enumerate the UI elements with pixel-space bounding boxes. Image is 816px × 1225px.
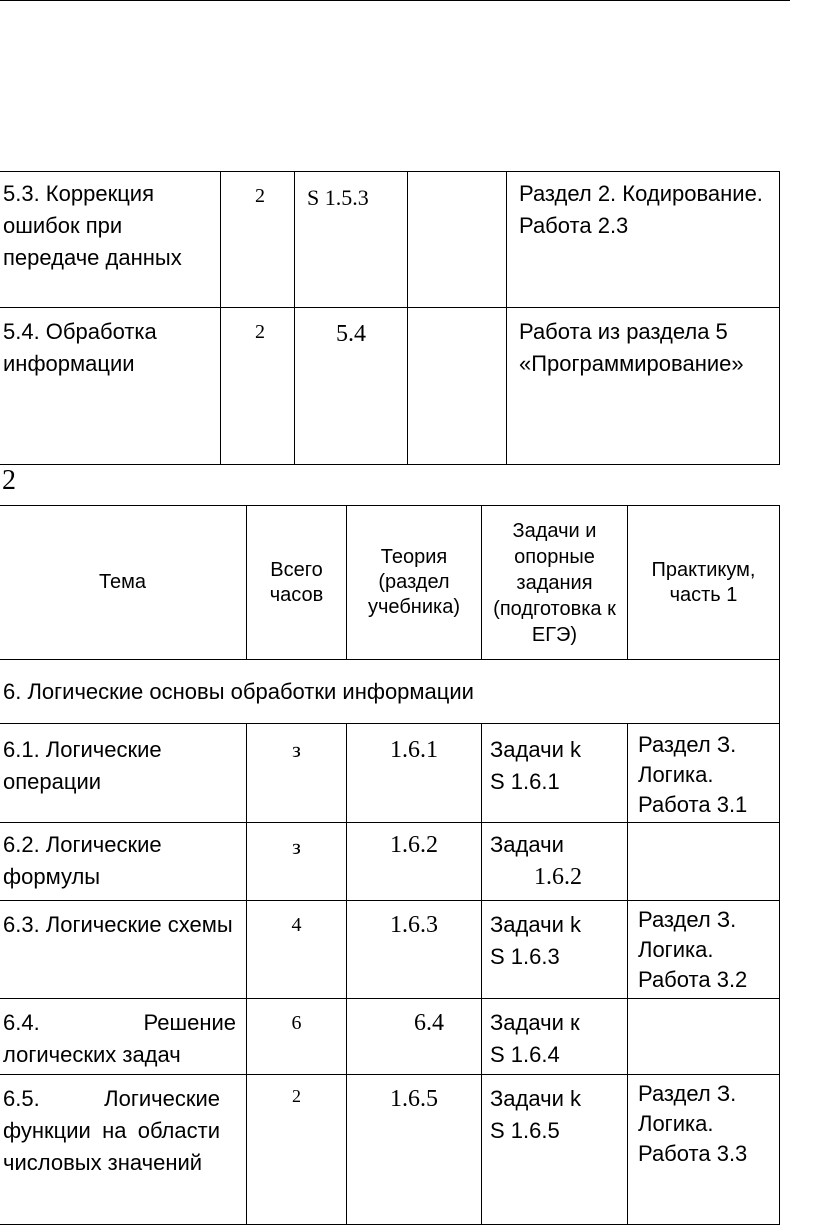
table-row bbox=[0, 172, 780, 308]
tasks-line: S 1.6.4 bbox=[490, 1042, 560, 1067]
table-header-row bbox=[0, 506, 780, 660]
tasks-line: S 1.6.3 bbox=[490, 944, 560, 969]
tasks-cell bbox=[408, 308, 507, 465]
practice-cell: Работа из раздела 5 «Программирование» bbox=[507, 308, 780, 465]
tasks-cell bbox=[482, 901, 628, 999]
table-row bbox=[0, 724, 780, 823]
theory-cell: 1.6.2 bbox=[347, 823, 482, 901]
topic-line: логических задач bbox=[3, 1042, 181, 1067]
practice-cell bbox=[628, 999, 780, 1075]
topic-cell bbox=[0, 999, 247, 1075]
header-practice-text: Практикум, часть 1 bbox=[651, 558, 756, 606]
topic-cell: 6.2. Логические формулы bbox=[0, 823, 247, 901]
topic-cell: 6.3. Логические схемы bbox=[0, 901, 247, 999]
header-practice bbox=[628, 506, 780, 660]
header-topic: Тема bbox=[0, 506, 247, 660]
theory-cell: S 1.5.3 bbox=[295, 172, 408, 308]
practice-cell: Раздел З. Логика. Работа 3.3 bbox=[628, 1075, 780, 1225]
tasks-line: Задачи к bbox=[490, 1010, 580, 1035]
hours-cell: 2 bbox=[247, 1075, 347, 1225]
header-hours bbox=[247, 506, 347, 660]
table-row bbox=[0, 823, 780, 901]
table-row bbox=[0, 901, 780, 999]
hours-cell: 2 bbox=[221, 308, 295, 465]
topic-text: 6.5. Логические функции на области числовых значений bbox=[3, 1086, 220, 1175]
tasks-line: S 1.6.1 bbox=[490, 769, 560, 794]
tasks-cell bbox=[482, 999, 628, 1075]
header-theory bbox=[347, 506, 482, 660]
header-tasks: Задачи и опорные задания (подготовка к ЕГЭ) bbox=[482, 506, 628, 660]
tasks-line: Задачи bbox=[490, 832, 564, 857]
tasks-line: 1.6.2 bbox=[534, 864, 582, 890]
practice-cell: Раздел З. Логика. Работа 3.1 bbox=[628, 724, 780, 823]
table-themes-part5 bbox=[0, 171, 780, 465]
topic-cell: 5.3. Коррекция ошибок при передаче данных bbox=[0, 172, 221, 308]
topic-cell: 5.4. Обработка информации bbox=[0, 308, 221, 465]
tasks-cell bbox=[482, 823, 628, 901]
topic-cell: 6.1. Логические операции bbox=[0, 724, 247, 823]
theory-cell: 1.6.5 bbox=[347, 1075, 482, 1225]
hours-cell: 2 bbox=[221, 172, 295, 308]
hours-cell: 4 bbox=[247, 901, 347, 999]
section-number: 2 bbox=[2, 465, 16, 496]
section-row bbox=[0, 660, 780, 724]
practice-cell: Раздел З. Логика. Работа 3.2 bbox=[628, 901, 780, 999]
tasks-cell bbox=[482, 724, 628, 823]
table-themes-part6 bbox=[0, 505, 780, 1225]
topic-cell bbox=[0, 1075, 247, 1225]
tasks-line: Задачи k bbox=[490, 737, 581, 762]
tasks-line: Задачи k bbox=[490, 1086, 581, 1111]
table-row bbox=[0, 308, 780, 465]
tasks-cell bbox=[482, 1075, 628, 1225]
theory-cell: 6.4 bbox=[347, 999, 482, 1075]
hours-cell: з bbox=[247, 823, 347, 901]
table-row bbox=[0, 1075, 780, 1225]
theory-cell: 1.6.3 bbox=[347, 901, 482, 999]
top-rule bbox=[0, 0, 790, 1]
tasks-cell bbox=[408, 172, 507, 308]
table-row bbox=[0, 999, 780, 1075]
hours-cell: 6 bbox=[247, 999, 347, 1075]
tasks-line: Задачи k bbox=[490, 912, 581, 937]
header-hours-text: Всего часов bbox=[269, 558, 324, 606]
practice-cell bbox=[628, 823, 780, 901]
hours-cell: з bbox=[247, 724, 347, 823]
header-theory-text: Теория (раздел учебника) bbox=[368, 546, 460, 618]
theory-cell: 5.4 bbox=[295, 308, 408, 465]
section-title: 6. Логические основы обработки информации bbox=[0, 660, 780, 724]
tasks-line: S 1.6.5 bbox=[490, 1118, 560, 1143]
topic-line: 6.4. Решение bbox=[3, 1010, 236, 1035]
theory-cell: 1.6.1 bbox=[347, 724, 482, 823]
practice-cell: Раздел 2. Кодирование. Работа 2.3 bbox=[507, 172, 780, 308]
